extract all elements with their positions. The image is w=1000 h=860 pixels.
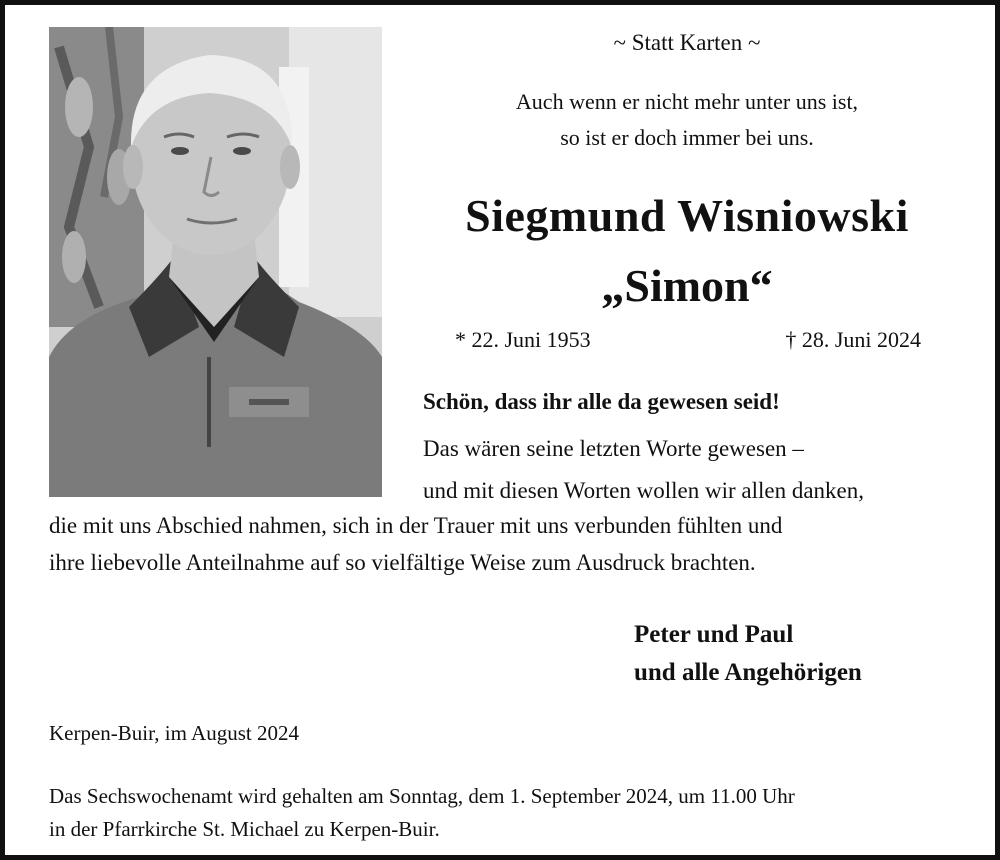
birth-date: * 22. Juni 1953 xyxy=(455,327,591,352)
signature-line-2: und alle Angehörigen xyxy=(634,659,862,686)
place-date: Kerpen-Buir, im August 2024 xyxy=(49,721,299,745)
portrait-photo xyxy=(49,27,382,497)
motto-line-1: Auch wenn er nicht mehr unter uns ist, xyxy=(515,89,859,114)
message-line-1: Das wären seine letzten Worte gewesen – xyxy=(423,436,804,461)
motto-line-2: so ist er doch immer bei uns. xyxy=(560,125,814,150)
service-notice-line-2: in der Pfarrkirche St. Michael zu Kerpen-Buir. xyxy=(49,817,440,841)
header-statt-karten: ~ Statt Karten ~ xyxy=(613,30,761,55)
message-line-2: und mit diesen Worten wollen wir allen danken, xyxy=(423,478,865,503)
last-words-quote: Schön, dass ihr alle da gewesen seid! xyxy=(423,389,780,414)
death-date: † 28. Juni 2024 xyxy=(785,327,921,352)
deceased-nickname: „Simon“ xyxy=(601,260,773,311)
message-line-3: die mit uns Abschied nahmen, sich in der Trauer mit uns verbunden fühlten und xyxy=(49,513,783,538)
deceased-name: Siegmund Wisniowski xyxy=(465,190,909,241)
message-line-4: ihre liebevolle Anteilnahme auf so vielfältige Weise zum Ausdruck brachten. xyxy=(49,550,756,575)
service-notice-line-1: Das Sechswochenamt wird gehalten am Sonntag, dem 1. September 2024, um 11.00 Uhr xyxy=(49,784,795,808)
signature-line-1: Peter und Paul xyxy=(634,621,794,648)
